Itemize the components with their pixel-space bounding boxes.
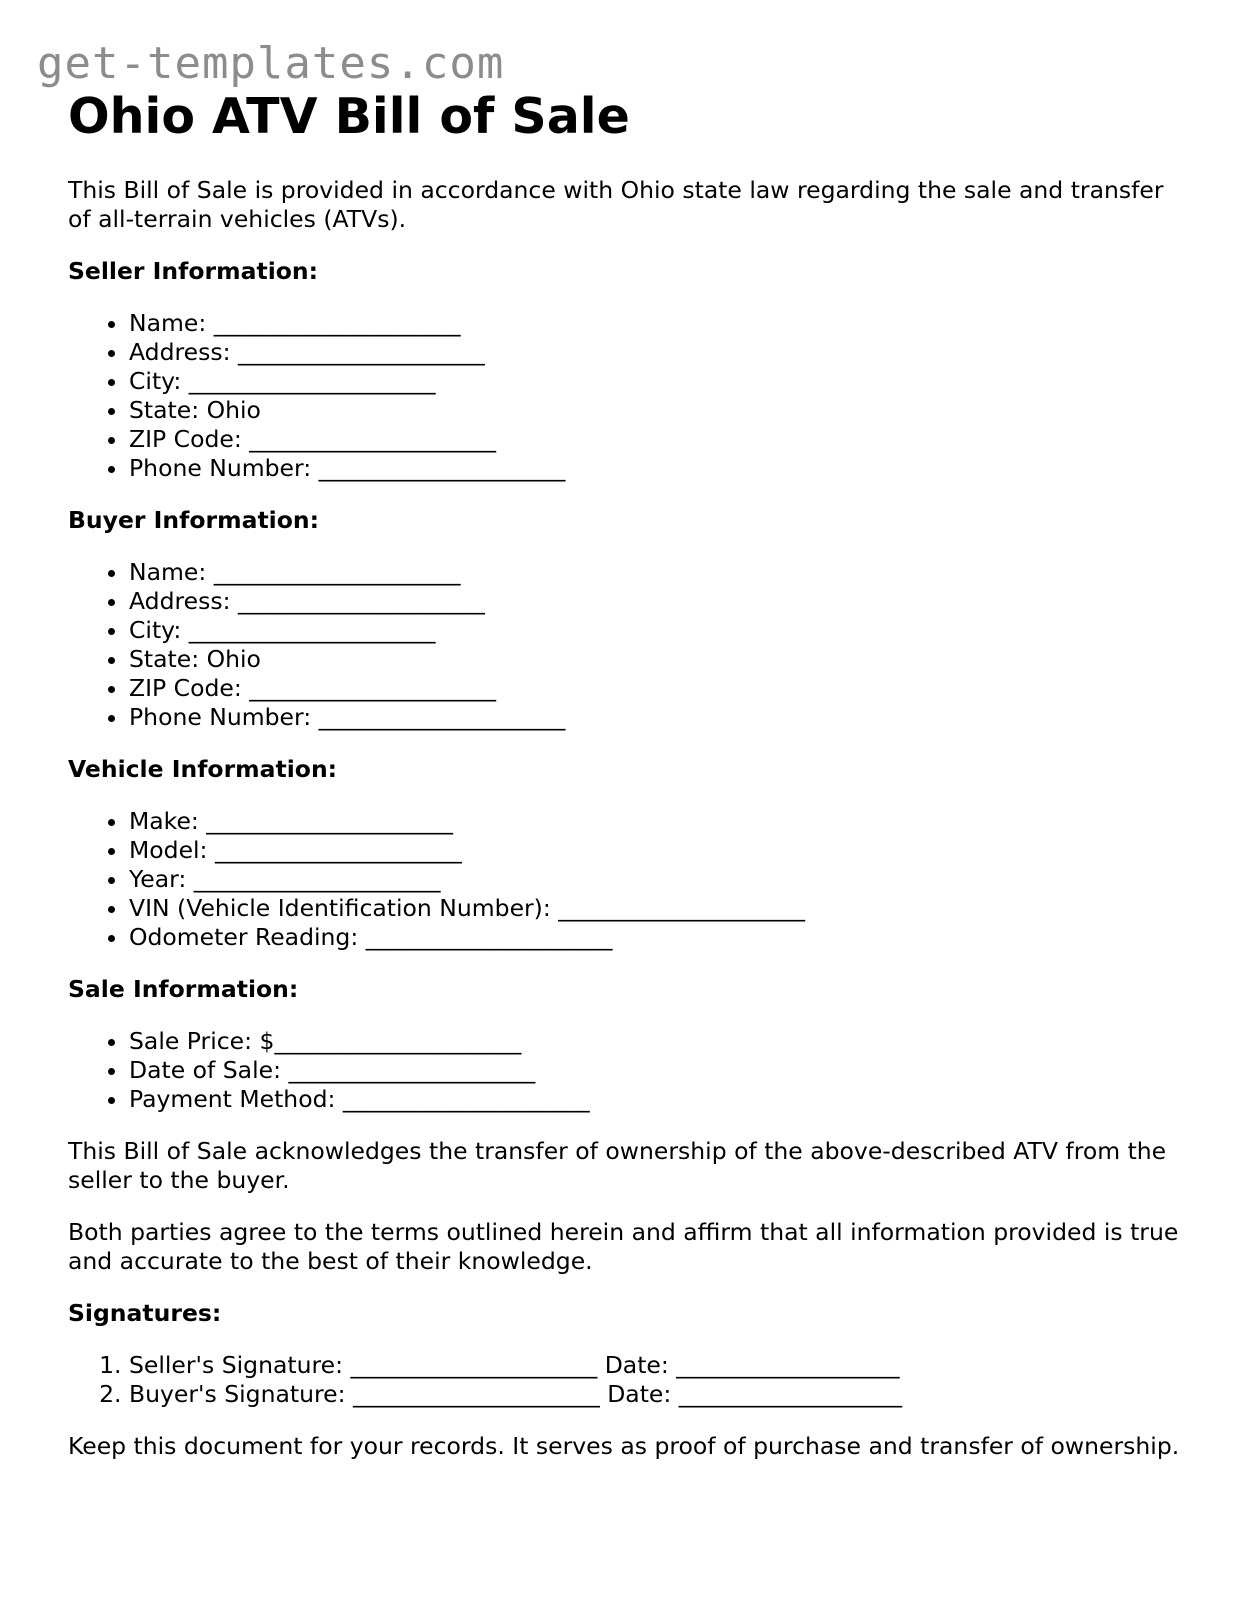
seller-city-field: • City: _____________________	[129, 367, 1188, 396]
document-title: Ohio ATV Bill of Sale	[68, 88, 630, 145]
agreement-paragraph: Both parties agree to the terms outlined herein and affirm that all information provided is true and accurate to the best of their knowledge.	[68, 1218, 1179, 1275]
vehicle-info-list	[68, 807, 1188, 952]
seller-section-heading: Seller Information:	[68, 257, 319, 285]
acknowledgment-paragraph: This Bill of Sale acknowledges the transfer of ownership of the above-described ATV from the seller to the buyer.	[68, 1137, 1167, 1194]
seller-zip-field: • ZIP Code: _____________________	[129, 425, 1188, 454]
watermark: get-templates.com	[37, 38, 505, 89]
sale-info-list	[68, 1027, 1188, 1114]
signatures-section-heading: Signatures:	[68, 1299, 222, 1327]
closing-paragraph: Keep this document for your records. It serves as proof of purchase and transfer of ownership.	[68, 1432, 1180, 1460]
seller-phone-field: • Phone Number: _____________________	[129, 454, 1188, 483]
buyer-info-list	[68, 558, 1188, 732]
buyer-address-field: • Address: _____________________	[129, 587, 1188, 616]
vehicle-make-field: • Make: _____________________	[129, 807, 1188, 836]
vehicle-section-heading: Vehicle Information:	[68, 755, 338, 783]
vehicle-vin-field: • VIN (Vehicle Identification Number): _____________________	[129, 894, 1188, 923]
seller-state-field: • State: Ohio	[129, 396, 1188, 425]
sale-section-heading: Sale Information:	[68, 975, 299, 1003]
vehicle-odometer-field: • Odometer Reading: _____________________	[129, 923, 1188, 952]
sale-date-field: • Date of Sale: _____________________	[129, 1056, 1188, 1085]
buyer-name-field: • Name: _____________________	[129, 558, 1188, 587]
vehicle-model-field: • Model: _____________________	[129, 836, 1188, 865]
seller-info-list	[68, 309, 1188, 483]
buyer-phone-field: • Phone Number: _____________________	[129, 703, 1188, 732]
signatures-list	[68, 1351, 1188, 1409]
vehicle-year-field: • Year: _____________________	[129, 865, 1188, 894]
payment-method-field: • Payment Method: _____________________	[129, 1085, 1188, 1114]
buyer-state-field: • State: Ohio	[129, 645, 1188, 674]
seller-name-field: • Name: _____________________	[129, 309, 1188, 338]
document-body	[68, 84, 1188, 1461]
buyer-zip-field: • ZIP Code: _____________________	[129, 674, 1188, 703]
seller-address-field: • Address: _____________________	[129, 338, 1188, 367]
seller-signature-line: 1. Seller's Signature: _____________________ Date: ___________________	[129, 1351, 1188, 1380]
sale-price-field: • Sale Price: $_____________________	[129, 1027, 1188, 1056]
buyer-signature-line: 2. Buyer's Signature: _____________________ Date: ___________________	[129, 1380, 1188, 1409]
buyer-city-field: • City: _____________________	[129, 616, 1188, 645]
buyer-section-heading: Buyer Information:	[68, 506, 320, 534]
intro-paragraph: This Bill of Sale is provided in accordance with Ohio state law regarding the sale and transfer of all-terrain vehicles (ATVs).	[68, 176, 1164, 233]
